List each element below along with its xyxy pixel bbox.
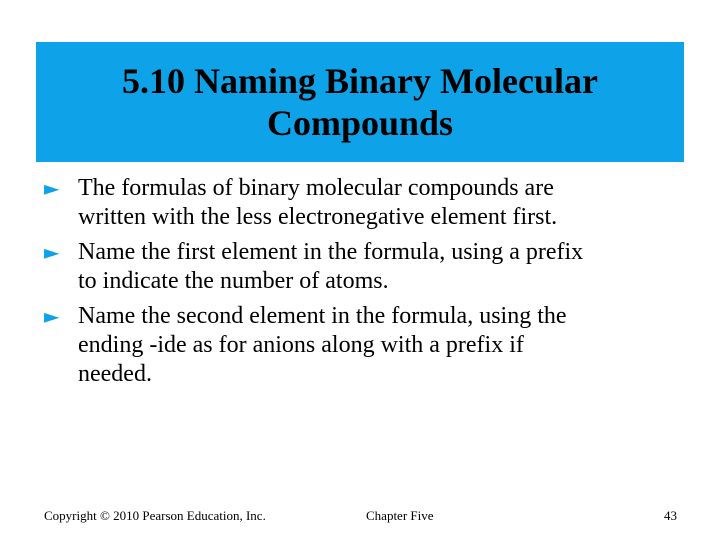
bullet-item: [44, 174, 694, 232]
slide-title-line: Compounds: [266, 103, 454, 143]
footer-page-number: 43: [664, 508, 677, 523]
bullet-text-line: to indicate the number of atoms.: [78, 268, 389, 294]
bullet-list: [44, 174, 694, 395]
bullet-item: [44, 302, 694, 389]
bullet-item: [44, 238, 694, 296]
footer-chapter: Chapter Five: [366, 508, 434, 523]
title-bar: [36, 42, 684, 162]
arrow-bullet-icon: ►: [44, 240, 60, 264]
bullet-text-line: ending -ide as for anions along with a prefix if: [78, 332, 524, 358]
slide-title: [122, 60, 598, 144]
bullet-text-line: written with the less electronegative element first.: [78, 204, 558, 230]
slide-title-line: 5.10 Naming Binary Molecular: [122, 61, 598, 101]
bullet-text-line: Name the first element in the formula, using a prefix: [78, 239, 584, 265]
bullet-text-line: The formulas of binary molecular compounds are: [78, 175, 554, 201]
bullet-text-line: Name the second element in the formula, using the: [78, 303, 567, 329]
arrow-bullet-icon: ►: [44, 304, 60, 328]
bullet-text-line: needed.: [78, 361, 152, 387]
arrow-bullet-icon: ►: [44, 176, 60, 200]
footer-copyright: Copyright © 2010 Pearson Education, Inc.: [44, 508, 266, 523]
